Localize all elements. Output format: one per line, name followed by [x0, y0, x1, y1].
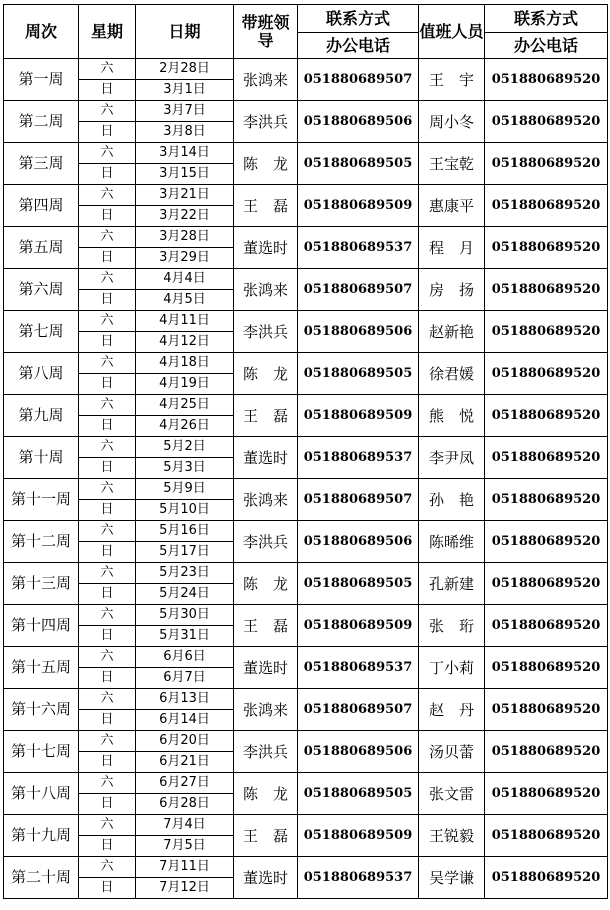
staff-phone: 051880689520 [485, 395, 608, 437]
date-saturday: 3月21日 [136, 185, 234, 206]
date-saturday: 7月11日 [136, 857, 234, 878]
leader-name: 董选时 [234, 647, 298, 689]
day-sunday: 日 [79, 626, 136, 647]
day-saturday: 六 [79, 269, 136, 290]
staff-name: 孙 艳 [419, 479, 485, 521]
staff-name: 王锐毅 [419, 815, 485, 857]
table-row [4, 437, 608, 458]
leader-phone: 051880689505 [298, 773, 419, 815]
date-saturday: 3月28日 [136, 227, 234, 248]
week-label: 第六周 [4, 269, 79, 311]
date-sunday: 4月26日 [136, 416, 234, 437]
table-row [4, 605, 608, 626]
date-sunday: 3月8日 [136, 122, 234, 143]
day-sunday: 日 [79, 122, 136, 143]
day-saturday: 六 [79, 731, 136, 752]
leader-phone: 051880689505 [298, 353, 419, 395]
date-sunday: 4月5日 [136, 290, 234, 311]
leader-phone: 051880689509 [298, 605, 419, 647]
day-saturday: 六 [79, 479, 136, 500]
week-label: 第二十周 [4, 857, 79, 899]
table-row [4, 773, 608, 794]
leader-name: 李洪兵 [234, 101, 298, 143]
staff-name: 徐君媛 [419, 353, 485, 395]
day-sunday: 日 [79, 416, 136, 437]
staff-phone: 051880689520 [485, 563, 608, 605]
day-saturday: 六 [79, 395, 136, 416]
date-sunday: 3月29日 [136, 248, 234, 269]
week-label: 第十六周 [4, 689, 79, 731]
staff-name: 陈晞维 [419, 521, 485, 563]
staff-name: 吴学谦 [419, 857, 485, 899]
date-saturday: 5月30日 [136, 605, 234, 626]
leader-name: 张鸿来 [234, 59, 298, 101]
day-sunday: 日 [79, 164, 136, 185]
leader-phone: 051880689506 [298, 521, 419, 563]
staff-phone: 051880689520 [485, 731, 608, 773]
week-label: 第二周 [4, 101, 79, 143]
day-sunday: 日 [79, 668, 136, 689]
date-sunday: 5月10日 [136, 500, 234, 521]
week-label: 第十周 [4, 437, 79, 479]
table-row [4, 731, 608, 752]
date-saturday: 6月13日 [136, 689, 234, 710]
day-saturday: 六 [79, 101, 136, 122]
day-saturday: 六 [79, 185, 136, 206]
staff-name: 李尹凤 [419, 437, 485, 479]
leader-phone: 051880689506 [298, 311, 419, 353]
day-saturday: 六 [79, 689, 136, 710]
day-saturday: 六 [79, 521, 136, 542]
header-day: 星期 [79, 5, 136, 59]
day-sunday: 日 [79, 80, 136, 101]
day-saturday: 六 [79, 773, 136, 794]
staff-name: 丁小莉 [419, 647, 485, 689]
staff-name: 周小冬 [419, 101, 485, 143]
leader-name: 张鸿来 [234, 689, 298, 731]
staff-phone: 051880689520 [485, 227, 608, 269]
day-sunday: 日 [79, 878, 136, 899]
leader-name: 王 磊 [234, 605, 298, 647]
day-sunday: 日 [79, 206, 136, 227]
table-row [4, 59, 608, 80]
day-saturday: 六 [79, 227, 136, 248]
week-label: 第十二周 [4, 521, 79, 563]
staff-name: 惠康平 [419, 185, 485, 227]
day-saturday: 六 [79, 143, 136, 164]
date-saturday: 6月27日 [136, 773, 234, 794]
staff-name: 张 珩 [419, 605, 485, 647]
staff-phone: 051880689520 [485, 59, 608, 101]
leader-name: 陈 龙 [234, 143, 298, 185]
date-saturday: 4月25日 [136, 395, 234, 416]
day-sunday: 日 [79, 458, 136, 479]
week-label: 第十五周 [4, 647, 79, 689]
date-saturday: 6月20日 [136, 731, 234, 752]
leader-phone: 051880689537 [298, 437, 419, 479]
staff-phone: 051880689520 [485, 143, 608, 185]
leader-name: 董选时 [234, 227, 298, 269]
day-saturday: 六 [79, 59, 136, 80]
day-saturday: 六 [79, 605, 136, 626]
leader-phone: 051880689509 [298, 815, 419, 857]
table-row [4, 647, 608, 668]
staff-phone: 051880689520 [485, 689, 608, 731]
day-saturday: 六 [79, 815, 136, 836]
staff-name: 汤贝蕾 [419, 731, 485, 773]
staff-name: 王宝乾 [419, 143, 485, 185]
staff-phone: 051880689520 [485, 269, 608, 311]
date-sunday: 6月28日 [136, 794, 234, 815]
leader-phone: 051880689537 [298, 647, 419, 689]
table-row [4, 479, 608, 500]
leader-phone: 051880689507 [298, 479, 419, 521]
date-sunday: 3月15日 [136, 164, 234, 185]
day-sunday: 日 [79, 542, 136, 563]
day-sunday: 日 [79, 710, 136, 731]
day-sunday: 日 [79, 752, 136, 773]
week-label: 第十八周 [4, 773, 79, 815]
staff-phone: 051880689520 [485, 311, 608, 353]
leader-name: 王 磊 [234, 395, 298, 437]
leader-phone: 051880689505 [298, 563, 419, 605]
staff-name: 房 扬 [419, 269, 485, 311]
table-row [4, 563, 608, 584]
week-label: 第十一周 [4, 479, 79, 521]
table-row [4, 311, 608, 332]
leader-name: 张鸿来 [234, 479, 298, 521]
staff-phone: 051880689520 [485, 857, 608, 899]
table-row [4, 521, 608, 542]
staff-phone: 051880689520 [485, 437, 608, 479]
leader-name: 董选时 [234, 857, 298, 899]
date-saturday: 3月14日 [136, 143, 234, 164]
week-label: 第三周 [4, 143, 79, 185]
table-row [4, 227, 608, 248]
day-sunday: 日 [79, 836, 136, 857]
header-leader-office-phone: 办公电话 [298, 33, 419, 59]
day-sunday: 日 [79, 584, 136, 605]
table-row [4, 815, 608, 836]
date-sunday: 5月17日 [136, 542, 234, 563]
date-saturday: 4月18日 [136, 353, 234, 374]
staff-name: 王 宇 [419, 59, 485, 101]
week-label: 第八周 [4, 353, 79, 395]
day-saturday: 六 [79, 563, 136, 584]
week-label: 第一周 [4, 59, 79, 101]
week-label: 第十七周 [4, 731, 79, 773]
date-saturday: 6月6日 [136, 647, 234, 668]
staff-name: 赵 丹 [419, 689, 485, 731]
staff-phone: 051880689520 [485, 521, 608, 563]
week-label: 第十四周 [4, 605, 79, 647]
leader-name: 陈 龙 [234, 563, 298, 605]
leader-phone: 051880689537 [298, 857, 419, 899]
staff-phone: 051880689520 [485, 185, 608, 227]
week-label: 第九周 [4, 395, 79, 437]
staff-name: 熊 悦 [419, 395, 485, 437]
date-sunday: 3月22日 [136, 206, 234, 227]
date-sunday: 7月12日 [136, 878, 234, 899]
date-saturday: 7月4日 [136, 815, 234, 836]
staff-name: 赵新艳 [419, 311, 485, 353]
week-label: 第四周 [4, 185, 79, 227]
date-sunday: 4月12日 [136, 332, 234, 353]
leader-name: 陈 龙 [234, 773, 298, 815]
staff-phone: 051880689520 [485, 773, 608, 815]
leader-name: 王 磊 [234, 815, 298, 857]
leader-phone: 051880689509 [298, 395, 419, 437]
leader-phone: 051880689507 [298, 689, 419, 731]
day-sunday: 日 [79, 794, 136, 815]
leader-phone: 051880689505 [298, 143, 419, 185]
schedule-body [4, 59, 608, 899]
date-saturday: 5月2日 [136, 437, 234, 458]
leader-name: 陈 龙 [234, 353, 298, 395]
date-sunday: 6月14日 [136, 710, 234, 731]
date-saturday: 5月9日 [136, 479, 234, 500]
table-row [4, 353, 608, 374]
date-saturday: 2月28日 [136, 59, 234, 80]
duty-schedule-table [3, 4, 608, 899]
day-sunday: 日 [79, 500, 136, 521]
staff-name: 孔新建 [419, 563, 485, 605]
staff-phone: 051880689520 [485, 479, 608, 521]
day-saturday: 六 [79, 353, 136, 374]
week-label: 第七周 [4, 311, 79, 353]
week-label: 第十三周 [4, 563, 79, 605]
date-saturday: 5月23日 [136, 563, 234, 584]
staff-phone: 051880689520 [485, 605, 608, 647]
day-saturday: 六 [79, 857, 136, 878]
date-saturday: 4月4日 [136, 269, 234, 290]
day-sunday: 日 [79, 290, 136, 311]
date-sunday: 4月19日 [136, 374, 234, 395]
date-saturday: 4月11日 [136, 311, 234, 332]
header-staff-office-phone: 办公电话 [485, 33, 608, 59]
day-sunday: 日 [79, 374, 136, 395]
leader-phone: 051880689537 [298, 227, 419, 269]
day-sunday: 日 [79, 248, 136, 269]
date-sunday: 5月24日 [136, 584, 234, 605]
date-sunday: 5月3日 [136, 458, 234, 479]
header-leader-contact: 联系方式 [298, 5, 419, 33]
leader-name: 王 磊 [234, 185, 298, 227]
staff-phone: 051880689520 [485, 353, 608, 395]
staff-phone: 051880689520 [485, 815, 608, 857]
date-sunday: 6月7日 [136, 668, 234, 689]
leader-phone: 051880689506 [298, 101, 419, 143]
date-saturday: 5月16日 [136, 521, 234, 542]
date-sunday: 5月31日 [136, 626, 234, 647]
leader-name: 李洪兵 [234, 311, 298, 353]
date-sunday: 3月1日 [136, 80, 234, 101]
leader-phone: 051880689509 [298, 185, 419, 227]
day-saturday: 六 [79, 647, 136, 668]
day-saturday: 六 [79, 437, 136, 458]
leader-name: 张鸿来 [234, 269, 298, 311]
staff-phone: 051880689520 [485, 647, 608, 689]
leader-phone: 051880689507 [298, 59, 419, 101]
header-staff: 值班人员 [419, 5, 485, 59]
table-row [4, 269, 608, 290]
staff-name: 张文雷 [419, 773, 485, 815]
leader-name: 李洪兵 [234, 731, 298, 773]
week-label: 第十九周 [4, 815, 79, 857]
staff-name: 程 月 [419, 227, 485, 269]
date-sunday: 7月5日 [136, 836, 234, 857]
table-row [4, 185, 608, 206]
header-leader: 带班领导 [234, 5, 298, 59]
table-row [4, 143, 608, 164]
header-week: 周次 [4, 5, 79, 59]
leader-phone: 051880689507 [298, 269, 419, 311]
header-date: 日期 [136, 5, 234, 59]
date-saturday: 3月7日 [136, 101, 234, 122]
day-sunday: 日 [79, 332, 136, 353]
table-row [4, 689, 608, 710]
staff-phone: 051880689520 [485, 101, 608, 143]
table-row [4, 395, 608, 416]
table-row [4, 101, 608, 122]
date-sunday: 6月21日 [136, 752, 234, 773]
leader-name: 董选时 [234, 437, 298, 479]
leader-name: 李洪兵 [234, 521, 298, 563]
leader-phone: 051880689506 [298, 731, 419, 773]
day-saturday: 六 [79, 311, 136, 332]
week-label: 第五周 [4, 227, 79, 269]
table-row [4, 857, 608, 878]
header-staff-contact: 联系方式 [485, 5, 608, 33]
